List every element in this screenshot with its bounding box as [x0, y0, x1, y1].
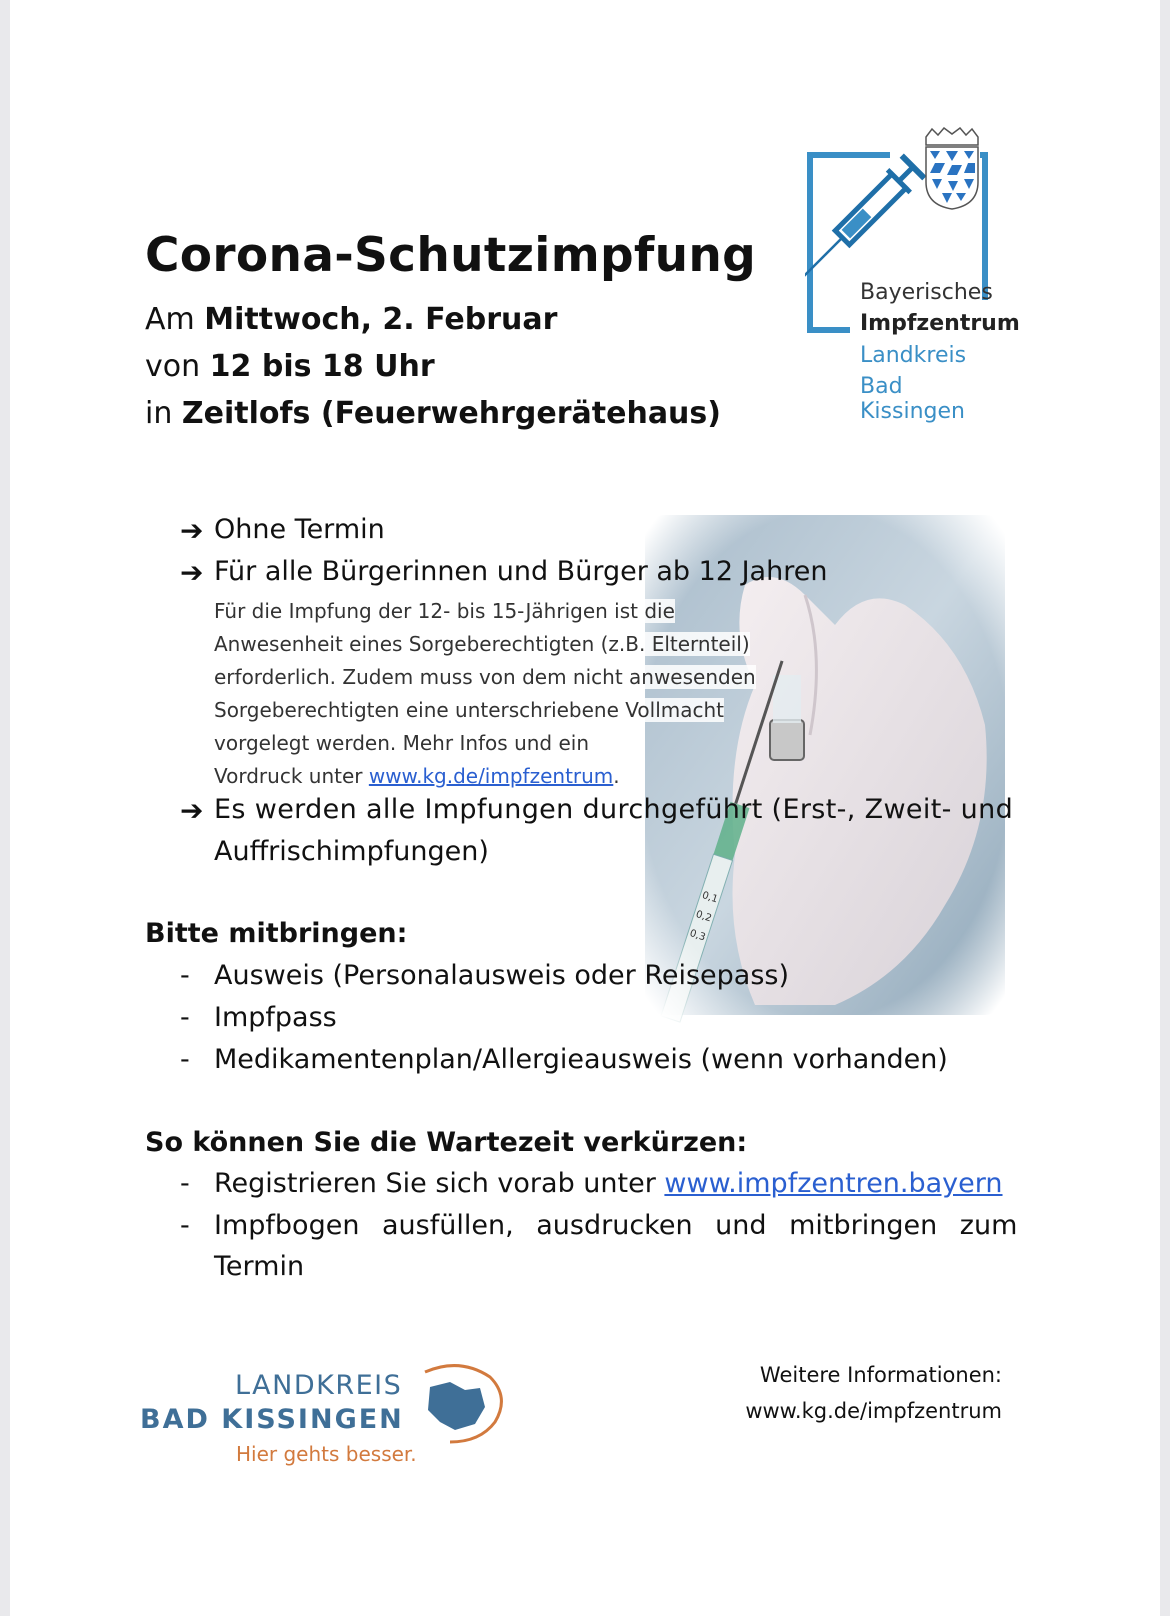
- event-time: [145, 349, 435, 384]
- logo-slogan: Hier gehts besser.: [236, 1442, 417, 1466]
- logo-landkreis: LANDKREIS: [235, 1370, 403, 1401]
- event-time-prefix: von: [145, 349, 210, 384]
- dash-marker: -: [180, 960, 190, 991]
- note-line: erforderlich. Zudem muss von dem nicht anwesenden: [214, 665, 756, 689]
- bullet-text-line1: Es werden alle Impfungen durchgeführt (Erst-, Zweit- und: [214, 794, 1014, 825]
- bullet-text-line2: Auffrischimpfungen): [214, 836, 489, 867]
- list-item-text: Termin: [214, 1251, 305, 1282]
- dash-marker: -: [180, 1168, 190, 1199]
- dash-marker: -: [180, 1210, 190, 1241]
- landkreis-bad-kissingen-logo: [140, 1360, 510, 1470]
- bavarian-coat-of-arms-icon: [922, 127, 982, 211]
- logo-line-bayerisches: Bayerisches: [860, 280, 993, 305]
- impfzentrum-logo: [805, 125, 1020, 424]
- list-item-text: Impfpass: [214, 1002, 337, 1033]
- impfzentren-bayern-link[interactable]: www.impfzentren.bayern: [664, 1168, 1003, 1199]
- impfzentrum-link[interactable]: www.kg.de/impfzentrum: [368, 764, 614, 788]
- wait-heading: So können Sie die Wartezeit verkürzen:: [145, 1127, 748, 1158]
- bring-heading: Bitte mitbringen:: [145, 918, 408, 949]
- list-item: [180, 1168, 1003, 1199]
- arrow-icon: ➔: [180, 556, 204, 589]
- event-date: [145, 302, 557, 337]
- bullet-ab-12-jahren: [180, 556, 828, 589]
- note-line: Sorgeberechtigten eine unterschriebene Vollmacht: [214, 698, 724, 722]
- event-time-value: 12 bis 18 Uhr: [209, 349, 435, 384]
- event-location-prefix: in: [145, 396, 182, 431]
- event-date-value: Mittwoch, 2. Februar: [204, 302, 558, 337]
- note-line: vorgelegt werden. Mehr Infos und ein: [214, 731, 590, 755]
- list-item: [180, 960, 790, 991]
- arrow-icon: ➔: [180, 514, 204, 547]
- event-date-prefix: Am: [145, 302, 205, 337]
- bullet-text: Für alle Bürgerinnen und Bürger ab 12 Jahren: [214, 556, 828, 587]
- list-item-text: Impfbogen ausfüllen, ausdrucken und mitbringen zum: [214, 1210, 1018, 1241]
- dash-marker: -: [180, 1002, 190, 1033]
- dash-marker: -: [180, 1044, 190, 1075]
- list-item: [180, 1002, 337, 1033]
- list-item-text: [214, 1168, 1003, 1199]
- bullet-text: Ohne Termin: [214, 514, 385, 545]
- logo-line-landkreis: Landkreis: [860, 343, 967, 368]
- logo-line-bad-kissingen: Bad Kissingen: [860, 374, 965, 424]
- note-line: Für die Impfung der 12- bis 15-Jährigen ist die: [214, 599, 675, 623]
- footer-label: Weitere Informationen:: [759, 1363, 1002, 1387]
- flyer-page: [10, 0, 1160, 1616]
- event-location: [145, 396, 721, 431]
- logo-bad-kissingen: BAD KISSINGEN: [140, 1404, 404, 1435]
- page-title: Corona-Schutzimpfung: [145, 228, 757, 283]
- footer-info: [745, 1357, 1002, 1429]
- logo-line-impfzentrum: Impfzentrum: [860, 311, 1020, 336]
- list-item-text: Ausweis (Personalausweis oder Reisepass): [214, 960, 790, 991]
- arrow-icon: ➔: [180, 794, 204, 827]
- bullet-ohne-termin: [180, 514, 385, 547]
- note-line: Vordruck unter: [214, 764, 369, 788]
- list-item: [180, 1210, 1018, 1241]
- event-location-value: Zeitlofs (Feuerwehrgerätehaus): [181, 396, 721, 431]
- footer-url[interactable]: www.kg.de/impfzentrum: [745, 1399, 1002, 1423]
- register-text: Registrieren Sie sich vorab unter: [214, 1168, 665, 1199]
- minor-consent-note: [214, 595, 756, 793]
- bullet-all-vaccinations: [180, 794, 1014, 827]
- district-map-icon: [410, 1362, 510, 1447]
- list-item-text: Medikamentenplan/Allergieausweis (wenn vorhanden): [214, 1044, 948, 1075]
- note-line: Anwesenheit eines Sorgeberechtigten (z.B. Elternteil): [214, 632, 750, 656]
- list-item: [180, 1044, 948, 1075]
- note-period: .: [613, 764, 620, 788]
